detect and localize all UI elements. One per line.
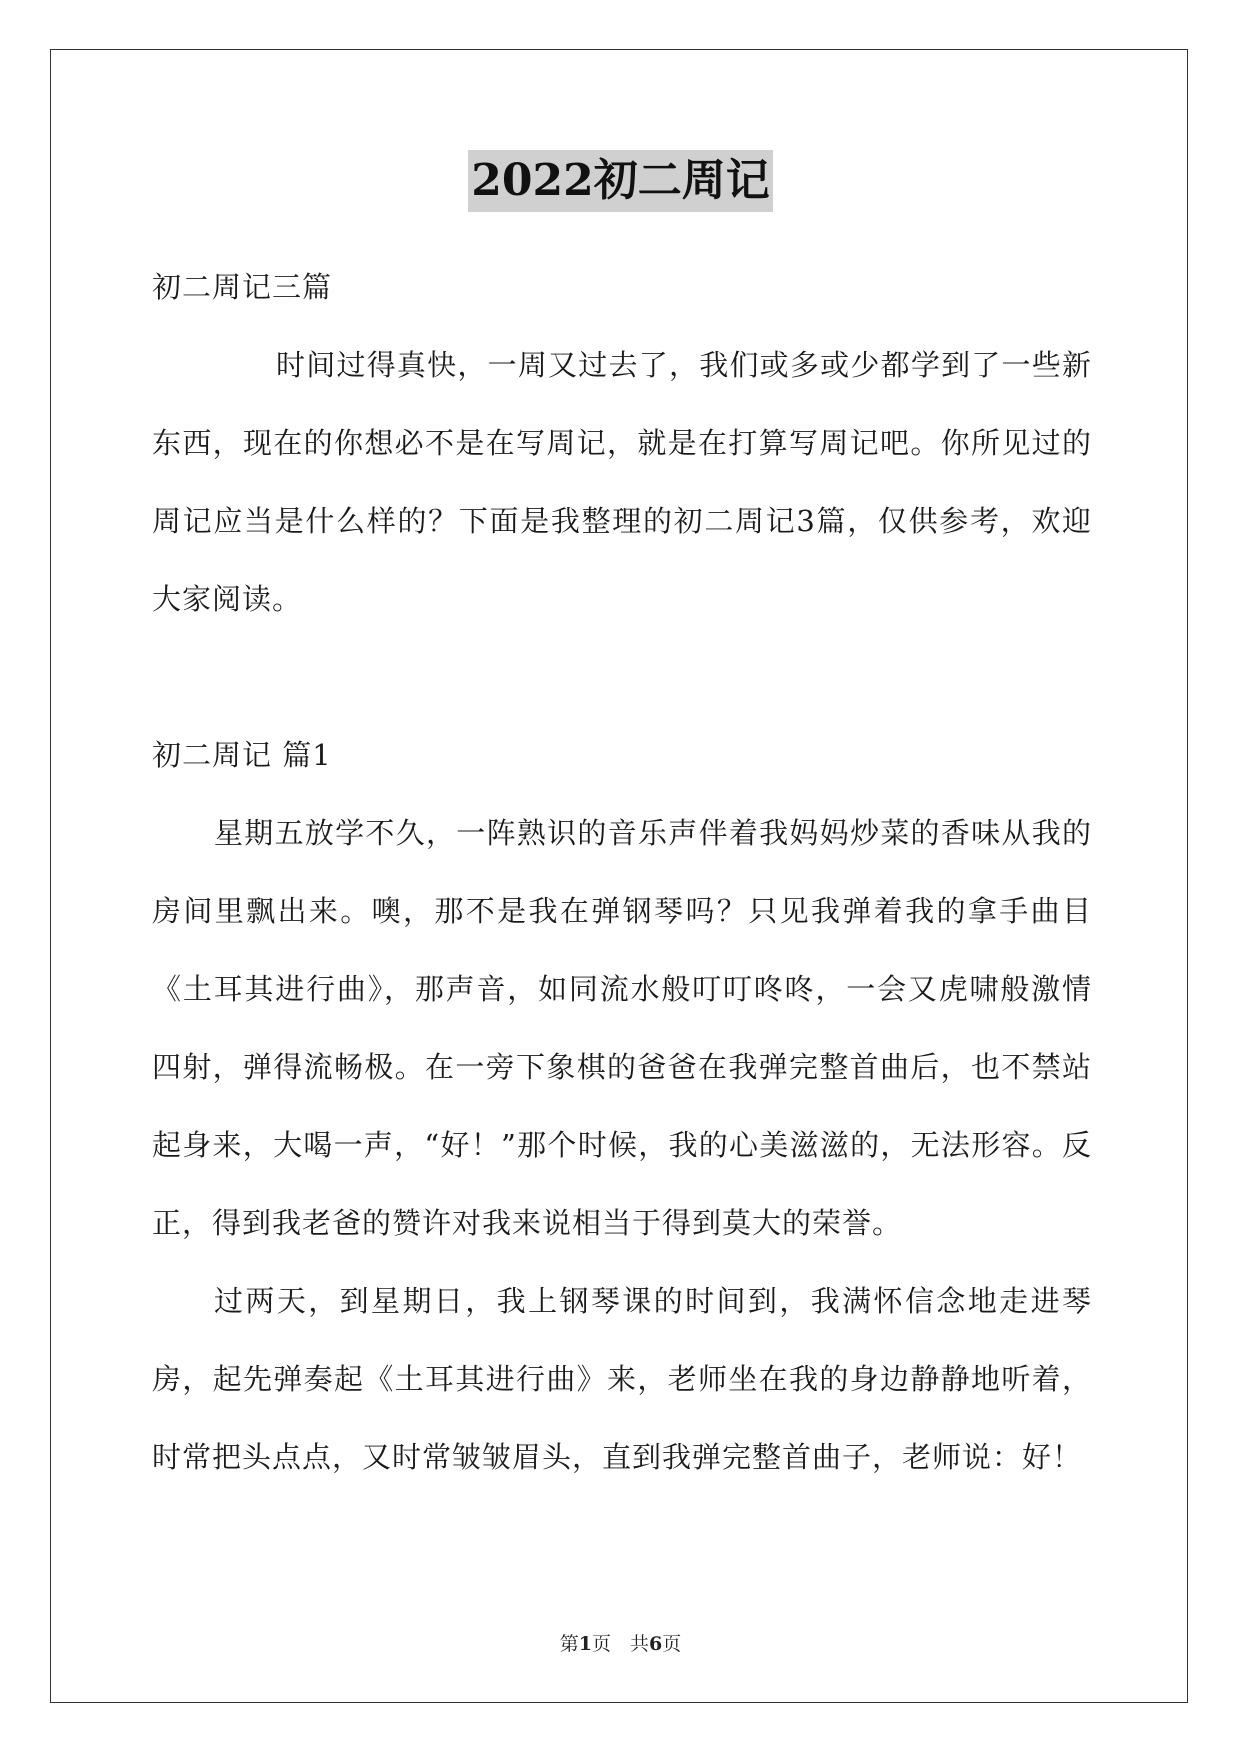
page-current: 1 xyxy=(578,1633,592,1655)
document-title: 2022初二周记 xyxy=(468,150,772,212)
intro-paragraph: 时间过得真快，一周又过去了，我们或多或少都学到了一些新东西，现在的你想必不是在写周记，就是在打算写周记吧。你所见过的周记应当是什么样的？下面是我整理的初二周记3篇，仅供参考，欢迎大家阅读。 xyxy=(152,348,1092,616)
page-prefix: 第 xyxy=(559,1633,579,1655)
spacer xyxy=(152,638,1092,716)
page-footer xyxy=(0,1629,1241,1656)
section-heading: 初二周记 篇1 xyxy=(152,738,332,772)
subtitle: 初二周记三篇 xyxy=(152,270,333,304)
body-paragraph: 星期五放学不久，一阵熟识的音乐声伴着我妈妈炒菜的香味从我的房间里飘出来。噢，那不是我在弹钢琴吗？只见我弹着我的拿手曲目《土耳其进行曲》，那声音，如同流水般叮叮咚咚，一会又虎啸般激情四射，弹得流畅极。在一旁下象棋的爸爸在我弹完整首曲后，也不禁站起身来，大喝一声，“好！”那个时候，我的心美滋滋的，无法形容。反正，得到我老爸的赞许对我来说相当于得到莫大的荣誉。 xyxy=(152,816,1092,1240)
page-suffix: 页 xyxy=(662,1633,682,1655)
document-body xyxy=(152,248,1092,1496)
body-paragraph: 过两天，到星期日，我上钢琴课的时间到，我满怀信念地走进琴房，起先弹奏起《土耳其进行曲》来，老师坐在我的身边静静地听着，时常把头点点，又时常皱皱眉头，直到我弹完整首曲子，老师说：好！ xyxy=(152,1284,1092,1474)
page-mid: 页 共 xyxy=(591,1633,649,1655)
title-container xyxy=(0,150,1241,212)
page-total: 6 xyxy=(649,1633,663,1655)
